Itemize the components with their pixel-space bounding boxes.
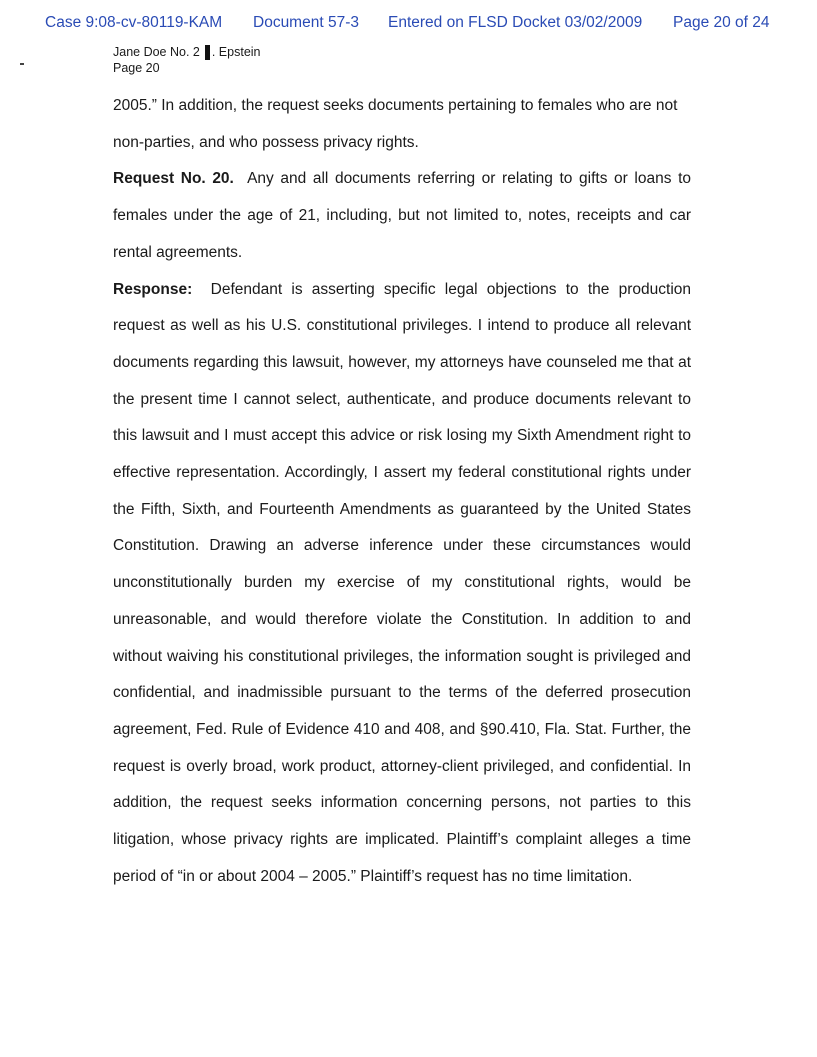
caption-plaintiff: Jane Doe No. 2 (113, 45, 200, 59)
document-number: Document 57-3 (253, 14, 359, 31)
response-paragraph (113, 272, 691, 896)
response-text: Defendant is asserting specific legal objections to the production request as well as his U.S. constitutional privileges. I intend to produce all relevant documents regarding this lawsuit, however, my attorneys have counseled me that at the present time I cannot select, authenticate, and produce documents relevant to this lawsuit and I must accept this advice or risk losing my Sixth Amendment right to effective representation. Accordingly, I assert my federal constitutional rights under the Fifth, Sixth, and Fourteenth Amendments as guaranteed by the United States Constitution. Drawing an adverse inference under these circumstances would unconstitutionally burden my exercise of my constitutional rights, would be unreasonable, and would therefore violate the Constitution. In addition to and without waiving his constitutional privileges, the information sought is privileged and confidential, and inadmissible pursuant to the terms of the deferred prosecution agreement, Fed. Rule of Evidence 410 and 408, and §90.410, Fla. Stat. Further, the request is overly broad, work product, attorney-client privileged, and confidential. In addition, the request seeks information concerning persons, not parties to this litigation, whose privacy rights are implicated. Plaintiff’s complaint alleges a time period of “in or about 2004 – 2005.” Plaintiff’s request has no time limitation. (113, 280, 691, 885)
caption-page-number: Page 20 (113, 61, 160, 75)
caption-parties (113, 44, 261, 60)
court-filing-header (0, 14, 817, 38)
caption-defendant: . Epstein (211, 45, 261, 59)
request-label: Request No. 20. (113, 170, 234, 188)
response-label: Response: (113, 280, 193, 298)
margin-mark (20, 63, 24, 65)
request-text: Any and all documents referring or relating to gifts or loans to females under the age of 21, including, but not limited to, notes, receipts and car rental agreements. (113, 170, 691, 261)
document-body (113, 88, 691, 895)
case-caption (113, 44, 261, 76)
page-count: Page 20 of 24 (673, 14, 770, 31)
redaction-bar (205, 45, 210, 60)
request-paragraph (113, 161, 691, 271)
case-number: Case 9:08-cv-80119-KAM (45, 14, 223, 31)
docket-entry-date: Entered on FLSD Docket 03/02/2009 (388, 14, 643, 31)
continuation-paragraph: 2005.” In addition, the request seeks documents pertaining to females who are not non-parties, and who possess privacy rights. (113, 97, 678, 151)
